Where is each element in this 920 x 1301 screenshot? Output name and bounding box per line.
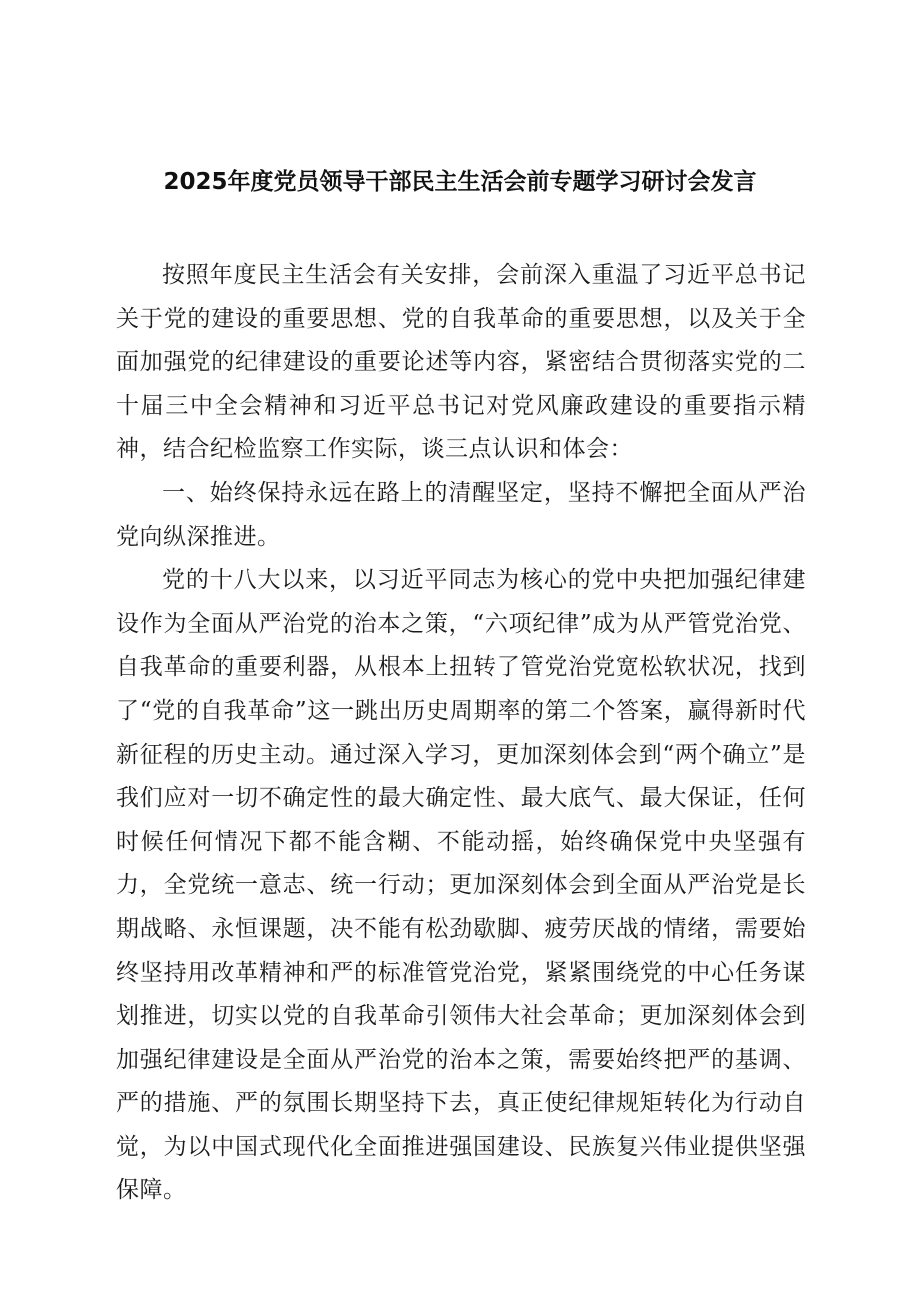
document-title: 2025年度党员领导干部民主生活会前专题学习研讨会发言 [163,169,757,195]
paragraph-section-one-heading: 一、始终保持永远在路上的清醒坚定，坚持不懈把全面从严治党向纵深推进。 [116,479,806,550]
document-body [116,254,806,1213]
paragraph-section-one-body: 党的十八大以来，以习近平同志为核心的党中央把加强纪律建设作为全面从严治党的治本之策，“六项纪律”成为从严管党治党、自我革命的重要利器，从根本上扭转了管党治党宽松软状况，找到了“党的自我革命”这一跳出历史周期率的第二个答案，赢得新时代新征程的历史主动。通过深入学习，更加深刻体会到“两个确立”是我们应对一切不确定性的最大确定性、最大底气、最大保证，任何时候任何情况下都不能含糊、不能动摇，始终确保党中央坚强有力，全党统一意志、统一行动；更加深刻体会到全面从严治党是长期战略、永恒课题，决不能有松劲歇脚、疲劳厌战的情绪，需要始终坚持用改革精神和严的标准管党治党，紧紧围绕党的中心任务谋划推进，切实以党的自我革命引领伟大社会革命；更加深刻体会到加强纪律建设是全面从严治党的治本之策，需要始终把严的基调、严的措施、严的氛围长期坚持下去，真正使纪律规矩转化为行动自觉，为以中国式现代化全面推进强国建设、民族复兴伟业提供坚强保障。 [116,567,806,1204]
paragraph-intro: 按照年度民主生活会有关安排，会前深入重温了习近平总书记关于党的建设的重要思想、党的自我革命的重要思想，以及关于全面加强党的纪律建设的重要论述等内容，紧密结合贯彻落实党的二十届三中全会精神和习近平总书记对党风廉政建设的重要指示精神，结合纪检监察工作实际，谈三点认识和体会： [116,262,806,463]
